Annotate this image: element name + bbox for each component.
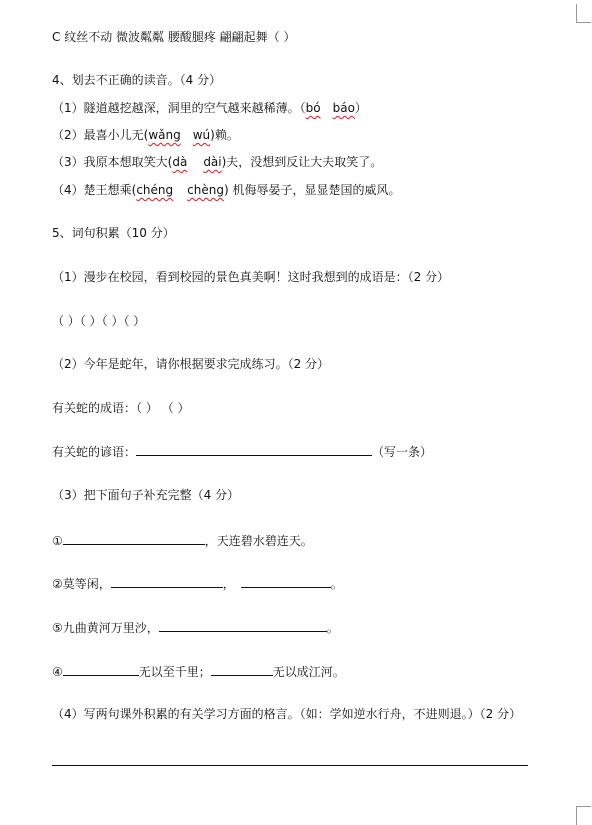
pinyin-option: wú bbox=[192, 128, 211, 142]
answer-blank[interactable] bbox=[241, 576, 331, 588]
answer-blank[interactable] bbox=[159, 620, 327, 632]
pinyin-option: wǎng bbox=[148, 128, 181, 142]
corner-mark-bottom-right bbox=[576, 806, 591, 825]
q5-subquestion-1: （1）漫步在校园，看到校园的景色真美啊！这时我想到的成语是：（2 分） bbox=[52, 270, 450, 284]
pinyin-option: chéng bbox=[136, 183, 174, 197]
snake-idiom-line: 有关蛇的成语：（ ） （ ） bbox=[52, 401, 190, 415]
answer-line-long[interactable] bbox=[52, 765, 528, 766]
pinyin-option: chèng bbox=[187, 183, 224, 197]
q4-item-4: （4）楚王想乘(chéng chèng) 机侮辱晏子，显显楚国的威风。 bbox=[52, 183, 401, 197]
fill-line-2: ②莫等闲， ， 。 bbox=[52, 577, 343, 591]
answer-blank[interactable] bbox=[63, 664, 139, 676]
answer-blank[interactable] bbox=[136, 444, 372, 456]
q4-title: 4、划去不正确的读音。（4 分） bbox=[52, 73, 222, 87]
answer-blank[interactable] bbox=[111, 576, 223, 588]
fill-line-4: ④ 无以至千里； 无以成江河。 bbox=[52, 665, 345, 679]
corner-mark-top-right bbox=[576, 4, 591, 23]
snake-proverb-line: 有关蛇的谚语： （写一条） bbox=[52, 445, 433, 459]
pinyin-option: dà bbox=[172, 155, 188, 169]
q4-item-1: （1）隧道越挖越深，洞里的空气越来越稀薄。（bó báo） bbox=[52, 101, 367, 115]
q4-item-3: （3）我原本想取笑大(dà dài)夫，没想到反让大夫取笑了。 bbox=[52, 155, 383, 169]
q5-idiom-blanks: （ ）（ ）（ ）（ ） bbox=[52, 314, 146, 328]
answer-blank[interactable] bbox=[211, 664, 273, 676]
pinyin-option: bó bbox=[305, 101, 321, 115]
q5-title: 5、词句积累（10 分） bbox=[52, 226, 175, 240]
answer-blank[interactable] bbox=[63, 533, 205, 545]
fill-line-1: ① ，天连碧水碧连天。 bbox=[52, 534, 313, 548]
q4-item-2: （2）最喜小儿无(wǎng wú)赖。 bbox=[52, 128, 239, 142]
pinyin-option: dài bbox=[203, 155, 222, 169]
pinyin-option: báo bbox=[332, 101, 355, 115]
option-c-line: C 纹丝不动 微波粼粼 腰酸腿疼 翩翩起舞（ ） bbox=[52, 30, 296, 44]
q5-subquestion-3: （3）把下面句子补充完整（4 分） bbox=[52, 488, 240, 502]
q5-subquestion-4: （4）写两句课外积累的有关学习方面的格言。（如：学如逆水行舟，不进则退。）（2 分） bbox=[52, 707, 522, 721]
fill-line-3: ⑤九曲黄河万里沙， 。 bbox=[52, 621, 339, 635]
q5-subquestion-2: （2）今年是蛇年，请你根据要求完成练习。（2 分） bbox=[52, 357, 330, 371]
